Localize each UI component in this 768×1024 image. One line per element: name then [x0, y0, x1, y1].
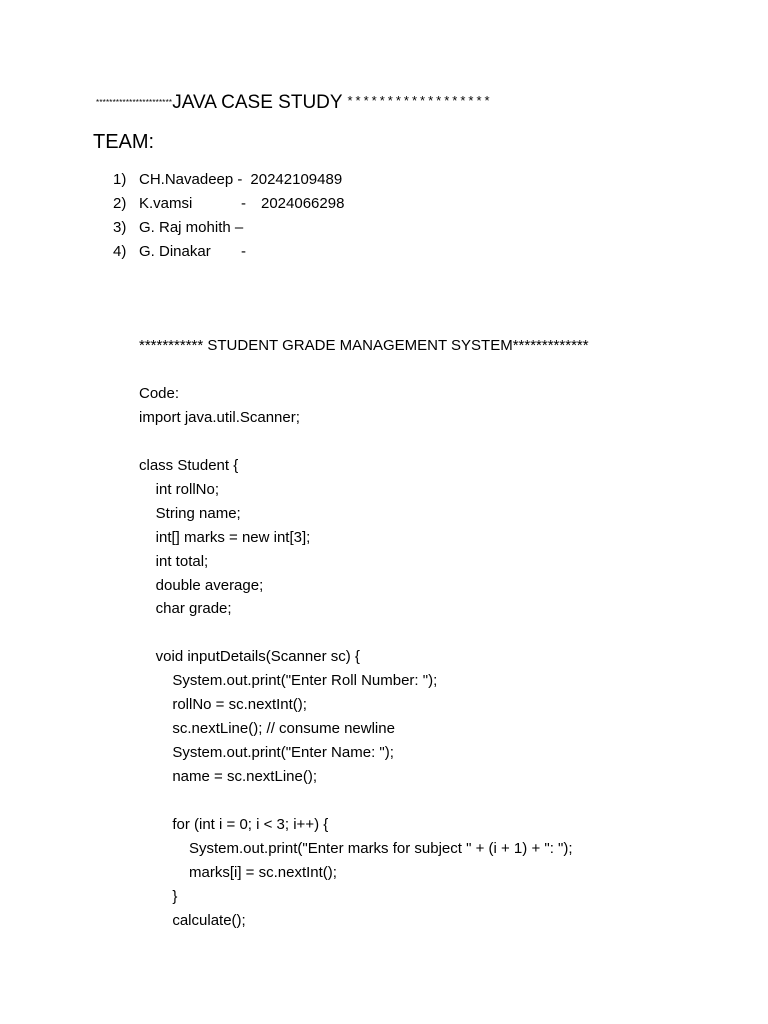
code-line	[139, 789, 573, 813]
list-number: 3)	[113, 219, 127, 236]
team-list	[113, 168, 344, 264]
team-heading: TEAM:	[93, 131, 155, 153]
member-name: G. Dinakar	[139, 243, 211, 260]
member-separator: -	[241, 243, 246, 260]
code-block	[139, 382, 573, 933]
code-line: int rollNo;	[139, 480, 220, 498]
system-title: *********** STUDENT GRADE MANAGEMENT SYSTEM*************	[139, 337, 589, 354]
title-stars-right: ******************	[347, 93, 493, 108]
member-id: 20242109489	[250, 171, 343, 188]
member-name: G. Raj mohith –	[139, 219, 244, 236]
title-stars-left: ***********************	[96, 98, 173, 107]
list-number: 1)	[113, 171, 127, 188]
code-line: String name;	[139, 504, 241, 522]
title-text: JAVA CASE STUDY	[172, 92, 343, 113]
code-line: sc.nextLine(); // consume newline	[139, 720, 395, 738]
team-member	[113, 168, 344, 192]
code-line: double average;	[139, 576, 264, 594]
code-line: System.out.print("Enter marks for subject " + (i + 1) + ": ");	[139, 839, 573, 857]
code-line: int[] marks = new int[3];	[139, 528, 311, 546]
code-line	[139, 621, 573, 645]
team-member	[113, 216, 344, 240]
code-line: import java.util.Scanner;	[139, 408, 300, 426]
member-id: 2024066298	[261, 195, 345, 212]
code-line: marks[i] = sc.nextInt();	[139, 863, 337, 881]
code-line: calculate();	[139, 911, 246, 929]
code-line	[139, 430, 573, 454]
code-line: for (int i = 0; i < 3; i++) {	[139, 815, 329, 833]
list-number: 4)	[113, 243, 127, 260]
team-member	[113, 192, 344, 216]
code-line: rollNo = sc.nextInt();	[139, 696, 307, 714]
code-line: char grade;	[139, 600, 232, 618]
code-line: System.out.print("Enter Name: ");	[139, 744, 394, 762]
code-line: int total;	[139, 552, 209, 570]
code-line: Code:	[139, 385, 180, 402]
team-member	[113, 240, 344, 264]
member-name: CH.Navadeep -	[139, 171, 243, 188]
code-line: System.out.print("Enter Roll Number: ");	[139, 672, 438, 690]
code-line: }	[139, 887, 178, 905]
member-separator: -	[241, 195, 246, 212]
code-line: class Student {	[139, 456, 239, 474]
code-line: void inputDetails(Scanner sc) {	[139, 648, 360, 666]
code-line: name = sc.nextLine();	[139, 768, 317, 785]
list-number: 2)	[113, 195, 127, 212]
member-name: K.vamsi	[139, 195, 193, 212]
document-title	[96, 88, 493, 116]
